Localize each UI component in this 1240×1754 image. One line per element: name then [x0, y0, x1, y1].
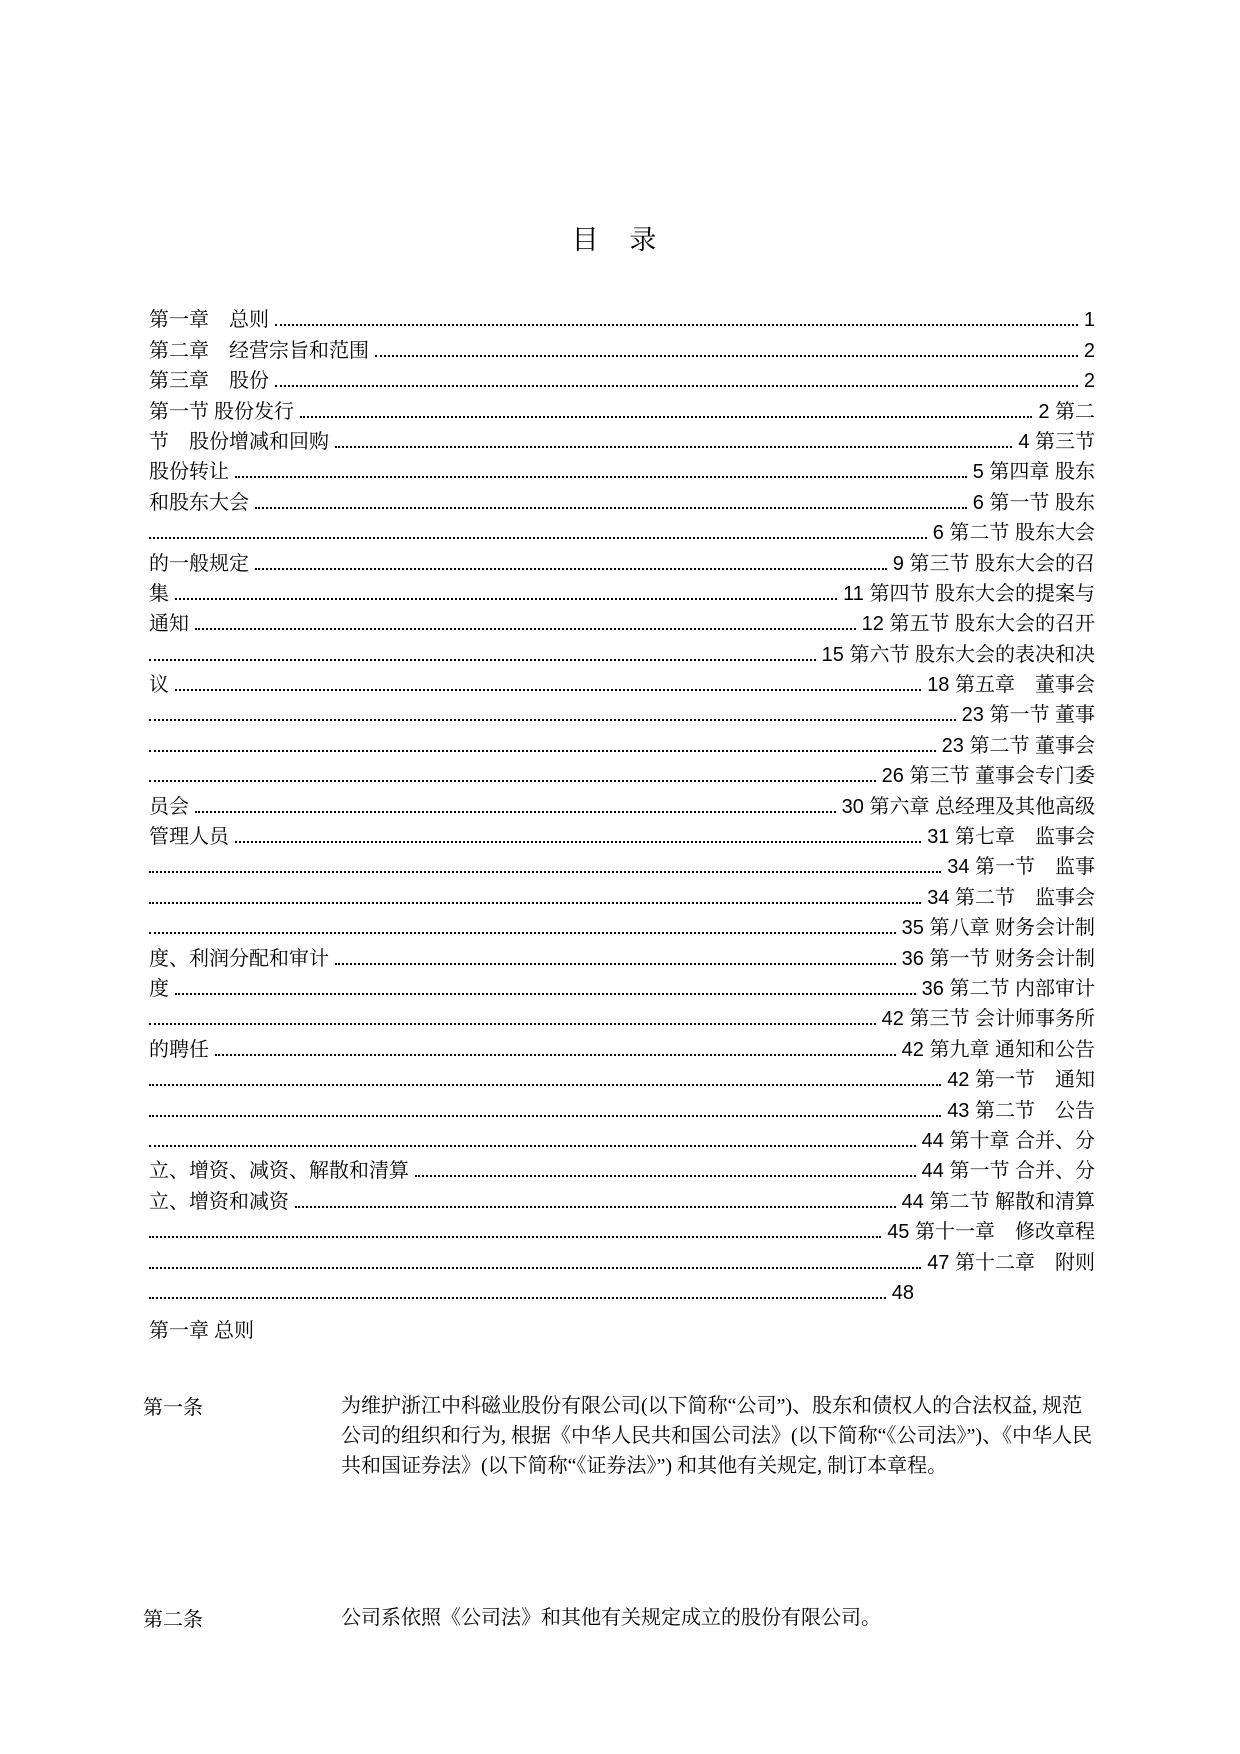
toc-dot-leader — [300, 416, 1032, 418]
toc-dot-leader — [175, 598, 837, 600]
toc-entry[interactable] — [149, 1244, 1095, 1274]
chapter-heading: 第一章 总则 — [149, 1320, 254, 1342]
toc-dot-leader — [255, 568, 887, 570]
toc-entry-page: 15 第六节 股东大会的表决和决 — [821, 643, 1095, 666]
toc-entry-page: 42 第九章 通知和公告 — [901, 1038, 1095, 1061]
toc-dot-leader — [149, 780, 876, 782]
toc-entry-title: 节 股份增减和回购 — [149, 430, 329, 453]
toc-title: 目 录 — [571, 225, 669, 255]
toc-dot-leader — [295, 1206, 896, 1208]
toc-dot-leader — [149, 1236, 881, 1238]
toc-entry-page: 34 第一节 监事 — [947, 856, 1095, 879]
toc-dot-leader — [275, 324, 1078, 326]
toc-entry-page: 47 第十二章 附则 — [927, 1251, 1095, 1274]
toc-entry[interactable] — [149, 667, 1095, 697]
toc-dot-leader — [149, 537, 927, 539]
toc-dot-leader — [335, 446, 1012, 448]
toc-entry[interactable] — [149, 1001, 1095, 1031]
toc-entry[interactable] — [149, 454, 1095, 484]
toc-dot-leader — [235, 841, 921, 843]
toc-entry-page: 31 第七章 监事会 — [927, 826, 1095, 849]
toc-entry-page: 2 第二 — [1038, 400, 1095, 423]
toc-entry-page: 42 第三节 会计师事务所 — [881, 1008, 1095, 1031]
toc-entry[interactable] — [149, 727, 1095, 757]
toc-entry-page: 45 第十一章 修改章程 — [887, 1221, 1095, 1244]
toc-entry-title: 度 — [149, 977, 169, 1000]
article-text: 为维护浙江中科磁业股份有限公司(以下简称“公司”)、股东和债权人的合法权益, 规范公司的组织和行为, 根据《中华人民共和国公司法》(以下简称“《公司法》”)、《中华人民共和国证券法》(以下简称“《证券法》”) 和其他有关规定, 制订本章程。 — [341, 1395, 1093, 1477]
toc-entry[interactable] — [149, 332, 1095, 362]
toc-entry-page: 12 第五节 股东大会的召开 — [861, 613, 1095, 636]
toc-dot-leader — [149, 1297, 886, 1299]
toc-dot-leader — [149, 871, 941, 873]
toc-entry-title: 第三章 股份 — [149, 370, 269, 393]
toc-entry-page: 23 第二节 董事会 — [941, 734, 1095, 757]
toc-entry[interactable] — [149, 971, 1095, 1001]
toc-entry[interactable] — [149, 302, 1095, 332]
toc-dot-leader — [149, 659, 816, 661]
toc-entry-title: 的一般规定 — [149, 552, 249, 575]
toc-entry[interactable] — [149, 1153, 1095, 1183]
toc-entry-page: 36 第一节 财务会计制 — [901, 947, 1095, 970]
toc-dot-leader — [215, 1054, 896, 1056]
toc-dot-leader — [235, 476, 967, 478]
toc-entry-title: 议 — [149, 674, 169, 697]
toc-entry-title: 和股东大会 — [149, 491, 249, 514]
toc-entry-page: 2 — [1083, 339, 1095, 362]
toc-entry-title: 管理人员 — [149, 826, 229, 849]
toc-entry[interactable] — [149, 940, 1095, 970]
toc-entry-title: 第一章 总则 — [149, 309, 269, 332]
toc-entry[interactable] — [149, 1275, 914, 1305]
toc-entry-page: 18 第五章 董事会 — [927, 674, 1095, 697]
toc-entry[interactable] — [149, 758, 1095, 788]
toc-entry-page: 36 第二节 内部审计 — [921, 977, 1095, 1000]
article-text: 公司系依照《公司法》和其他有关规定成立的股份有限公司。 — [341, 1607, 881, 1629]
toc-entry-page: 9 第三节 股东大会的召 — [892, 552, 1095, 575]
toc-entry[interactable] — [149, 849, 1095, 879]
toc-entry-page: 42 第一节 通知 — [947, 1069, 1095, 1092]
toc-entry-title: 股份转让 — [149, 461, 229, 484]
toc-dot-leader — [415, 1175, 916, 1177]
toc-dot-leader — [175, 689, 921, 691]
toc-dot-leader — [195, 811, 836, 813]
toc-entry-title: 度、利润分配和审计 — [149, 947, 329, 970]
toc-entry[interactable] — [149, 424, 1095, 454]
toc-entry[interactable] — [149, 393, 1095, 423]
toc-dot-leader — [335, 963, 896, 965]
toc-entry[interactable] — [149, 910, 1095, 940]
toc-entry-title: 集 — [149, 582, 169, 605]
toc-entry-page: 11 第四节 股东大会的提案与 — [843, 582, 1095, 605]
toc-entry-page: 34 第二节 监事会 — [927, 886, 1095, 909]
toc-dot-leader — [149, 1145, 916, 1147]
toc-entry-page: 2 — [1083, 370, 1095, 393]
toc-dot-leader — [149, 1023, 876, 1025]
toc-entry-page: 26 第三节 董事会专门委 — [881, 765, 1095, 788]
toc-entry[interactable] — [149, 515, 1095, 545]
toc-dot-leader — [275, 385, 1078, 387]
toc-entry[interactable] — [149, 1092, 1095, 1122]
toc-dot-leader — [149, 902, 921, 904]
toc-entry[interactable] — [149, 1214, 1095, 1244]
toc-entry[interactable] — [149, 1183, 1095, 1213]
toc-entry[interactable] — [149, 606, 1095, 636]
toc-dot-leader — [149, 1084, 941, 1086]
toc-entry-page: 44 第十章 合并、分 — [921, 1129, 1095, 1152]
toc-entry[interactable] — [149, 484, 1095, 514]
toc-dot-leader — [375, 355, 1078, 357]
toc-entry-title: 通知 — [149, 613, 189, 636]
toc-entry-page: 4 第三节 — [1018, 430, 1095, 453]
toc-dot-leader — [175, 993, 916, 995]
toc-entry-title: 第一节 股份发行 — [149, 400, 294, 423]
article-number: 第一条 — [143, 1397, 203, 1419]
toc-dot-leader — [195, 628, 856, 630]
toc-entry[interactable] — [149, 1062, 1095, 1092]
toc-entry-page: 43 第二节 公告 — [947, 1099, 1095, 1122]
toc-entry-page: 1 — [1083, 309, 1095, 332]
toc-dot-leader — [149, 1267, 921, 1269]
toc-entry-title: 第二章 经营宗旨和范围 — [149, 339, 369, 362]
toc-entry-page: 44 第二节 解散和清算 — [901, 1190, 1095, 1213]
toc-entry-page: 23 第一节 董事 — [961, 704, 1095, 727]
toc-entry[interactable] — [149, 636, 1095, 666]
toc-entry-page: 6 第一节 股东 — [972, 491, 1095, 514]
toc-entry[interactable] — [149, 1123, 1095, 1153]
toc-dot-leader — [149, 750, 936, 752]
toc-entry-page: 30 第六章 总经理及其他高级 — [841, 795, 1095, 818]
toc-entry[interactable] — [149, 363, 1095, 393]
article-number: 第二条 — [143, 1609, 203, 1631]
toc-entry[interactable] — [149, 545, 1095, 575]
toc-dot-leader — [255, 507, 967, 509]
toc-entry-title: 的聘任 — [149, 1038, 209, 1061]
toc-entry[interactable] — [149, 879, 1095, 909]
toc-entry[interactable] — [149, 788, 1095, 818]
toc-entry[interactable] — [149, 819, 1095, 849]
toc-entry-page: 6 第二节 股东大会 — [932, 522, 1095, 545]
toc-entry[interactable] — [149, 697, 1095, 727]
toc-entry-title: 员会 — [149, 795, 189, 818]
toc-entry[interactable] — [149, 1031, 1095, 1061]
toc-dot-leader — [149, 932, 896, 934]
toc-entry-page: 48 — [891, 1281, 914, 1304]
toc-entry[interactable] — [149, 576, 1095, 606]
toc-entry-page: 35 第八章 财务会计制 — [901, 917, 1095, 940]
toc-entry-page: 44 第一节 合并、分 — [921, 1160, 1095, 1183]
toc-entry-title: 立、增资和减资 — [149, 1190, 289, 1213]
table-of-contents — [149, 302, 1095, 1305]
toc-dot-leader — [149, 1115, 941, 1117]
toc-entry-title: 立、增资、减资、解散和清算 — [149, 1160, 409, 1183]
toc-entry-page: 5 第四章 股东 — [972, 461, 1095, 484]
toc-dot-leader — [149, 719, 956, 721]
